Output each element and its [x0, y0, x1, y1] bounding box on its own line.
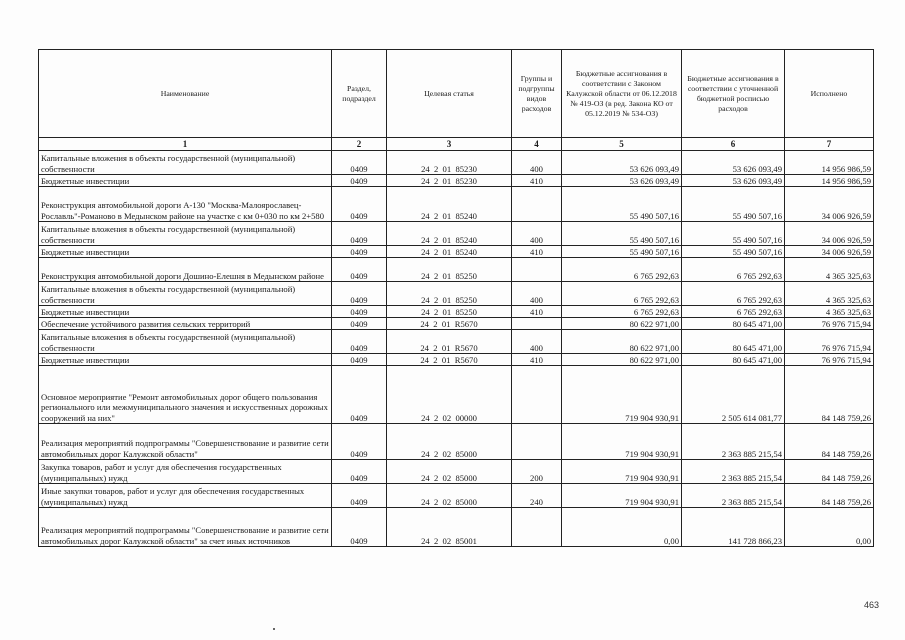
row-name: Реконструкция автомобильной дороги А-130 "Москва-Малоярославец-Рославль"-Романово в Медынском районе на участке с км 0+030 по км 2+580: [39, 187, 332, 222]
column-number: 3: [387, 138, 512, 151]
row-executed: 14 956 986,59: [785, 151, 874, 175]
row-group: 240: [512, 484, 562, 508]
row-executed: 4 365 325,63: [785, 306, 874, 318]
column-number: 5: [562, 138, 682, 151]
row-section: 0409: [332, 330, 387, 354]
row-target: 24 2 01 85240: [387, 222, 512, 246]
row-law-budget: 719 904 930,91: [562, 424, 682, 460]
row-name: Обеспечение устойчивого развития сельских территорий: [39, 318, 332, 330]
row-refined-budget: 55 490 507,16: [682, 246, 785, 258]
page-number: 463: [863, 600, 879, 610]
header-section: Раздел, подраздел: [332, 50, 387, 138]
row-group: [512, 366, 562, 424]
row-target: 24 2 01 85240: [387, 246, 512, 258]
row-group: 400: [512, 151, 562, 175]
row-executed: 76 976 715,94: [785, 330, 874, 354]
row-name: Капитальные вложения в объекты государственной (муниципальной) собственности: [39, 282, 332, 306]
row-law-budget: 6 765 292,63: [562, 306, 682, 318]
row-group: [512, 258, 562, 282]
row-group: 400: [512, 330, 562, 354]
row-section: 0409: [332, 282, 387, 306]
row-law-budget: 6 765 292,63: [562, 282, 682, 306]
column-number-row: [39, 138, 874, 151]
row-group: [512, 508, 562, 547]
row-executed: 34 006 926,59: [785, 246, 874, 258]
header-refined-budget: Бюджетные ассигнования в соответствии с уточненной бюджетной росписью расходов: [682, 50, 785, 138]
column-number: 4: [512, 138, 562, 151]
row-name: Капитальные вложения в объекты государственной (муниципальной) собственности: [39, 151, 332, 175]
table-row: [39, 187, 874, 222]
row-section: 0409: [332, 318, 387, 330]
row-executed: 14 956 986,59: [785, 175, 874, 187]
table-row: [39, 306, 874, 318]
header-target: Целевая статья: [387, 50, 512, 138]
table-row: [39, 484, 874, 508]
row-section: 0409: [332, 246, 387, 258]
row-group: 410: [512, 306, 562, 318]
table-row: [39, 258, 874, 282]
row-refined-budget: 2 363 885 215,54: [682, 460, 785, 484]
row-refined-budget: 2 363 885 215,54: [682, 424, 785, 460]
row-name: Реконструкция автомобильной дороги Дошино-Елешня в Медынском районе: [39, 258, 332, 282]
row-target: 24 2 01 R5670: [387, 354, 512, 366]
row-section: 0409: [332, 175, 387, 187]
row-group: [512, 318, 562, 330]
row-executed: 76 976 715,94: [785, 318, 874, 330]
row-name: Бюджетные инвестиции: [39, 354, 332, 366]
table-row: [39, 354, 874, 366]
row-group: 410: [512, 246, 562, 258]
row-law-budget: 6 765 292,63: [562, 258, 682, 282]
budget-table: [38, 49, 874, 547]
row-group: [512, 187, 562, 222]
row-target: 24 2 01 R5670: [387, 318, 512, 330]
row-section: 0409: [332, 151, 387, 175]
row-section: 0409: [332, 258, 387, 282]
row-section: 0409: [332, 187, 387, 222]
row-refined-budget: 2 505 614 081,77: [682, 366, 785, 424]
row-group: 400: [512, 282, 562, 306]
row-target: 24 2 01 85250: [387, 306, 512, 318]
row-executed: 0,00: [785, 508, 874, 547]
column-number: 6: [682, 138, 785, 151]
row-executed: 34 006 926,59: [785, 222, 874, 246]
row-name: Реализация мероприятий подпрограммы "Совершенствование и развитие сети автомобильных дорог Калужской области" за счет иных источников: [39, 508, 332, 547]
row-section: 0409: [332, 354, 387, 366]
row-law-budget: 719 904 930,91: [562, 484, 682, 508]
row-section: 0409: [332, 460, 387, 484]
row-target: 24 2 01 85230: [387, 175, 512, 187]
row-law-budget: 55 490 507,16: [562, 187, 682, 222]
row-executed: 4 365 325,63: [785, 282, 874, 306]
column-number: 2: [332, 138, 387, 151]
row-law-budget: 53 626 093,49: [562, 175, 682, 187]
row-law-budget: 53 626 093,49: [562, 151, 682, 175]
row-section: 0409: [332, 424, 387, 460]
row-group: [512, 424, 562, 460]
table-row: [39, 246, 874, 258]
row-group: 400: [512, 222, 562, 246]
row-law-budget: 55 490 507,16: [562, 222, 682, 246]
row-executed: 76 976 715,94: [785, 354, 874, 366]
table-row: [39, 318, 874, 330]
row-name: Закупка товаров, работ и услуг для обеспечения государственных (муниципальных) нужд: [39, 460, 332, 484]
row-law-budget: 80 622 971,00: [562, 330, 682, 354]
row-section: 0409: [332, 306, 387, 318]
row-executed: 84 148 759,26: [785, 484, 874, 508]
row-name: Бюджетные инвестиции: [39, 306, 332, 318]
row-target: 24 2 01 85230: [387, 151, 512, 175]
row-name: Капитальные вложения в объекты государственной (муниципальной) собственности: [39, 330, 332, 354]
row-name: Капитальные вложения в объекты государственной (муниципальной) собственности: [39, 222, 332, 246]
table-row: [39, 460, 874, 484]
row-target: 24 2 02 85000: [387, 484, 512, 508]
row-name: Реализация мероприятий подпрограммы "Совершенствование и развитие сети автомобильных дорог Калужской области": [39, 424, 332, 460]
row-section: 0409: [332, 484, 387, 508]
row-executed: 84 148 759,26: [785, 366, 874, 424]
row-target: 24 2 01 85250: [387, 258, 512, 282]
header-name: Наименование: [39, 50, 332, 138]
row-law-budget: 80 622 971,00: [562, 318, 682, 330]
row-target: 24 2 02 85001: [387, 508, 512, 547]
table-row: [39, 330, 874, 354]
row-group: 410: [512, 354, 562, 366]
row-section: 0409: [332, 508, 387, 547]
row-refined-budget: 6 765 292,63: [682, 258, 785, 282]
table-row: [39, 508, 874, 547]
table-row: [39, 222, 874, 246]
row-name: Основное мероприятие "Ремонт автомобильных дорог общего пользования регионального или межмуниципального значения и искусственных дорожных сооружений на них": [39, 366, 332, 424]
row-law-budget: 719 904 930,91: [562, 366, 682, 424]
row-refined-budget: 55 490 507,16: [682, 187, 785, 222]
row-refined-budget: 141 728 866,23: [682, 508, 785, 547]
header-row: [39, 50, 874, 138]
row-refined-budget: 6 765 292,63: [682, 306, 785, 318]
row-name: Иные закупки товаров, работ и услуг для обеспечения государственных (муниципальных) нужд: [39, 484, 332, 508]
header-groups: Группы и подгруппы видов расходов: [512, 50, 562, 138]
row-section: 0409: [332, 366, 387, 424]
row-law-budget: 80 622 971,00: [562, 354, 682, 366]
column-number: 1: [39, 138, 332, 151]
row-refined-budget: 80 645 471,00: [682, 330, 785, 354]
header-executed: Исполнено: [785, 50, 874, 138]
row-executed: 4 365 325,63: [785, 258, 874, 282]
row-section: 0409: [332, 222, 387, 246]
column-number: 7: [785, 138, 874, 151]
row-executed: 34 006 926,59: [785, 187, 874, 222]
row-name: Бюджетные инвестиции: [39, 246, 332, 258]
table-row: [39, 151, 874, 175]
row-refined-budget: 53 626 093,49: [682, 175, 785, 187]
row-target: 24 2 01 R5670: [387, 330, 512, 354]
row-law-budget: 719 904 930,91: [562, 460, 682, 484]
row-executed: 84 148 759,26: [785, 460, 874, 484]
row-refined-budget: 2 363 885 215,54: [682, 484, 785, 508]
row-refined-budget: 53 626 093,49: [682, 151, 785, 175]
table-row: [39, 424, 874, 460]
row-target: 24 2 02 00000: [387, 366, 512, 424]
header-law-budget: Бюджетные ассигнования в соответствии с Законом Калужской области от 06.12.2018 № 419-ОЗ (в ред. Закона КО от 05.12.2019 № 534-ОЗ): [562, 50, 682, 138]
row-target: 24 2 01 85250: [387, 282, 512, 306]
table-row: [39, 175, 874, 187]
row-group: 200: [512, 460, 562, 484]
scan-speck: [273, 628, 275, 630]
row-executed: 84 148 759,26: [785, 424, 874, 460]
row-group: 410: [512, 175, 562, 187]
row-law-budget: 0,00: [562, 508, 682, 547]
row-target: 24 2 02 85000: [387, 424, 512, 460]
row-refined-budget: 80 645 471,00: [682, 354, 785, 366]
row-name: Бюджетные инвестиции: [39, 175, 332, 187]
table-row: [39, 366, 874, 424]
row-target: 24 2 01 85240: [387, 187, 512, 222]
row-refined-budget: 6 765 292,63: [682, 282, 785, 306]
row-law-budget: 55 490 507,16: [562, 246, 682, 258]
row-refined-budget: 80 645 471,00: [682, 318, 785, 330]
row-target: 24 2 02 85000: [387, 460, 512, 484]
table-row: [39, 282, 874, 306]
row-refined-budget: 55 490 507,16: [682, 222, 785, 246]
